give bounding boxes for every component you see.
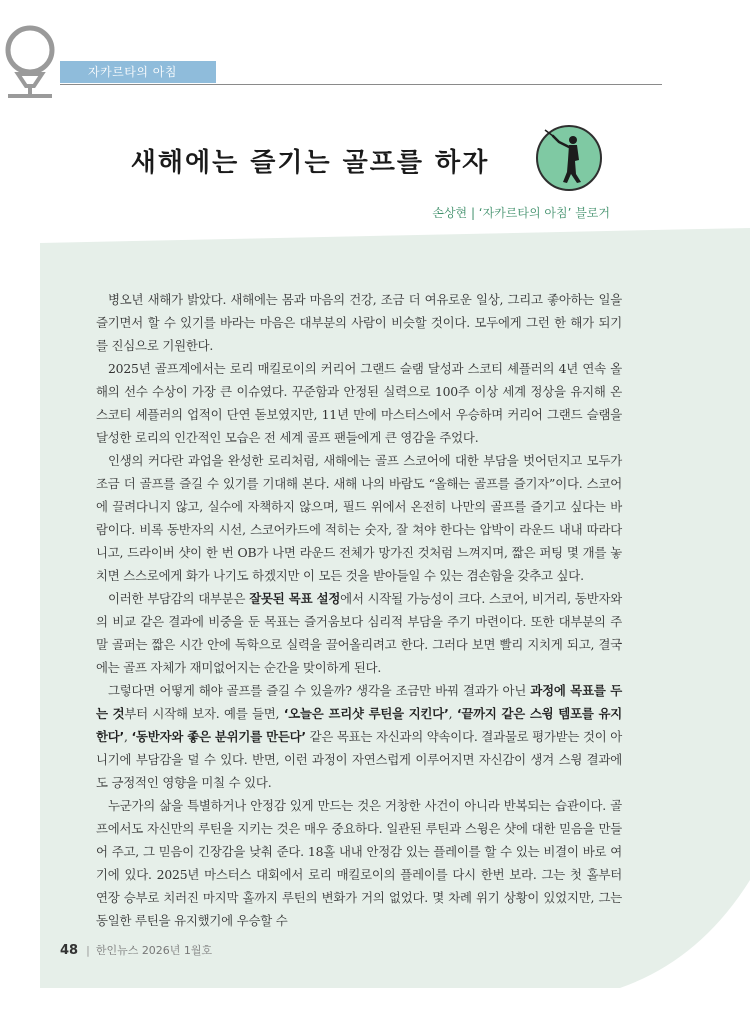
paragraph-text: 이러한 부담감의 대부분은 bbox=[108, 591, 250, 606]
emphasis-text: ‘끝까지 같은 스윙 템포를 유지한다’ bbox=[96, 706, 622, 744]
paragraph-text: 병오년 새해가 밝았다. 새해에는 몸과 마음의 건강, 조금 더 여유로운 일상, 그리고 좋아하는 일을 즐기면서 할 수 있기를 바라는 마음은 대부분의 사람이 비슷할 것이다. 모두에게 그런 한 해가 되기를 진심으로 기원한다. bbox=[96, 292, 622, 353]
golfer-silhouette-icon bbox=[535, 124, 603, 192]
article-body bbox=[96, 288, 622, 932]
paragraph-text: 인생의 커다란 과업을 완성한 로리처럼, 새해에는 골프 스코어에 대한 부담을 벗어던지고 모두가 조금 더 골프를 즐길 수 있기를 기대해 본다. 새해 나의 바람도 “올해는 골프를 즐기자”이다. 스코어에 끌려다니지 않고, 실수에 자책하지 않으며, 필드 위에서 온전히 나만의 골프를 즐기고 싶다는 바람이다. 비록 동반자의 시선, 스코어카드에 적히는 숫자, 잘 쳐야 한다는 압박이 라운드 내내 따라다니고, 드라이버 샷이 한 번 OB가 나면 라운드 전체가 망가진 것처럼 느껴지며, 짧은 퍼팅 몇 개를 놓치면 스스로에게 화가 나기도 하겠지만 이 모든 것을 받아들일 수 있는 겸손함을 갖추고 싶다. bbox=[96, 453, 622, 583]
footer bbox=[60, 942, 212, 958]
header-divider bbox=[60, 84, 662, 85]
body-paragraph bbox=[96, 794, 622, 932]
publication-name: 한인뉴스 2026년 1월호 bbox=[95, 944, 213, 957]
byline: 손상현 | ‘자카르타의 아침’ 블로거 bbox=[432, 206, 610, 220]
golf-ball-tee-icon bbox=[4, 20, 56, 100]
body-paragraph bbox=[96, 288, 622, 357]
paragraph-text: 에서 시작될 가능성이 크다. 스코어, 비거리, 동반자와의 비교 같은 결과에 비중을 둔 목표는 즐거움보다 심리적 부담을 주기 마련이다. 또한 대부분의 주말 골퍼는 짧은 시간 안에 독학으로 실력을 끌어올리려고 한다. 그러다 보면 빨리 지치게 되고, 결국에는 골프 자체가 재미없어지는 순간을 맞이하게 된다. bbox=[96, 591, 622, 675]
emphasis-text: ‘오늘은 프리샷 루틴을 지킨다’ bbox=[283, 706, 449, 721]
paragraph-text: 2025년 골프계에서는 로리 매킬로이의 커리어 그랜드 슬램 달성과 스코티 셰플러의 4년 연속 올해의 선수 수상이 가장 큰 이슈였다. 꾸준함과 안정된 실력으로 100주 이상 세계 정상을 유지해 온 스코티 셰플러의 업적이 단연 돋보였지만, 11년 만에 마스터스에서 우승하며 커리어 그랜드 슬램을 달성한 로리의 인간적인 모습은 전 세계 골프 팬들에게 큰 영감을 주었다. bbox=[96, 361, 622, 445]
emphasis-text: ‘동반자와 좋은 분위기를 만든다’ bbox=[131, 729, 306, 744]
footer-separator: | bbox=[86, 944, 90, 957]
emphasis-text: 잘못된 목표 설정 bbox=[249, 591, 341, 606]
paragraph-text: 누군가의 삶을 특별하거나 안정감 있게 만드는 것은 거창한 사건이 아니라 반복되는 습관이다. 골프에서도 자신만의 루틴을 지키는 것은 매우 중요하다. 일관된 루틴과 스윙은 샷에 대한 믿음을 만들어 주고, 그 믿음이 긴장감을 낮춰 준다. 18홀 내내 안정감 있는 플레이를 할 수 있는 비결이 바로 여기에 있다. 2025년 마스터스 대회에서 로리 매킬로이의 플레이를 다시 한번 보라. 그는 첫 홀부터 연장 승부로 치러진 마지막 홀까지 루틴의 변화가 거의 없었다. 몇 차례 위기 상황이 있었지만, 그는 동일한 루틴을 유지했기에 우승할 수 bbox=[96, 798, 622, 928]
section-label: 자카르타의 아침 bbox=[88, 65, 177, 79]
emphasis-text: 과정에 목표를 두는 것 bbox=[96, 683, 622, 721]
body-paragraph bbox=[96, 357, 622, 449]
body-paragraph bbox=[96, 449, 622, 587]
paragraph-text: , bbox=[448, 706, 457, 721]
body-paragraph bbox=[96, 679, 622, 794]
page-number: 48 bbox=[60, 943, 79, 958]
section-tab bbox=[60, 61, 216, 83]
article-title: 새해에는 즐기는 골프를 하자 bbox=[130, 148, 490, 178]
body-paragraph bbox=[96, 587, 622, 679]
paragraph-text: 같은 목표는 자신과의 약속이다. 결과물로 평가받는 것이 아니기에 부담감을 덜 수 있다. 반면, 이런 과정이 자연스럽게 이루어지면 자신감이 생겨 스윙 결과에도 긍정적인 영향을 미칠 수 있다. bbox=[96, 729, 623, 790]
paragraph-text: 부터 시작해 보자. 예를 들면, bbox=[124, 706, 284, 721]
paragraph-text: 그렇다면 어떻게 해야 골프를 즐길 수 있을까? 생각을 조금만 바꿔 결과가 아닌 bbox=[108, 683, 531, 698]
paragraph-text: , bbox=[124, 729, 132, 744]
